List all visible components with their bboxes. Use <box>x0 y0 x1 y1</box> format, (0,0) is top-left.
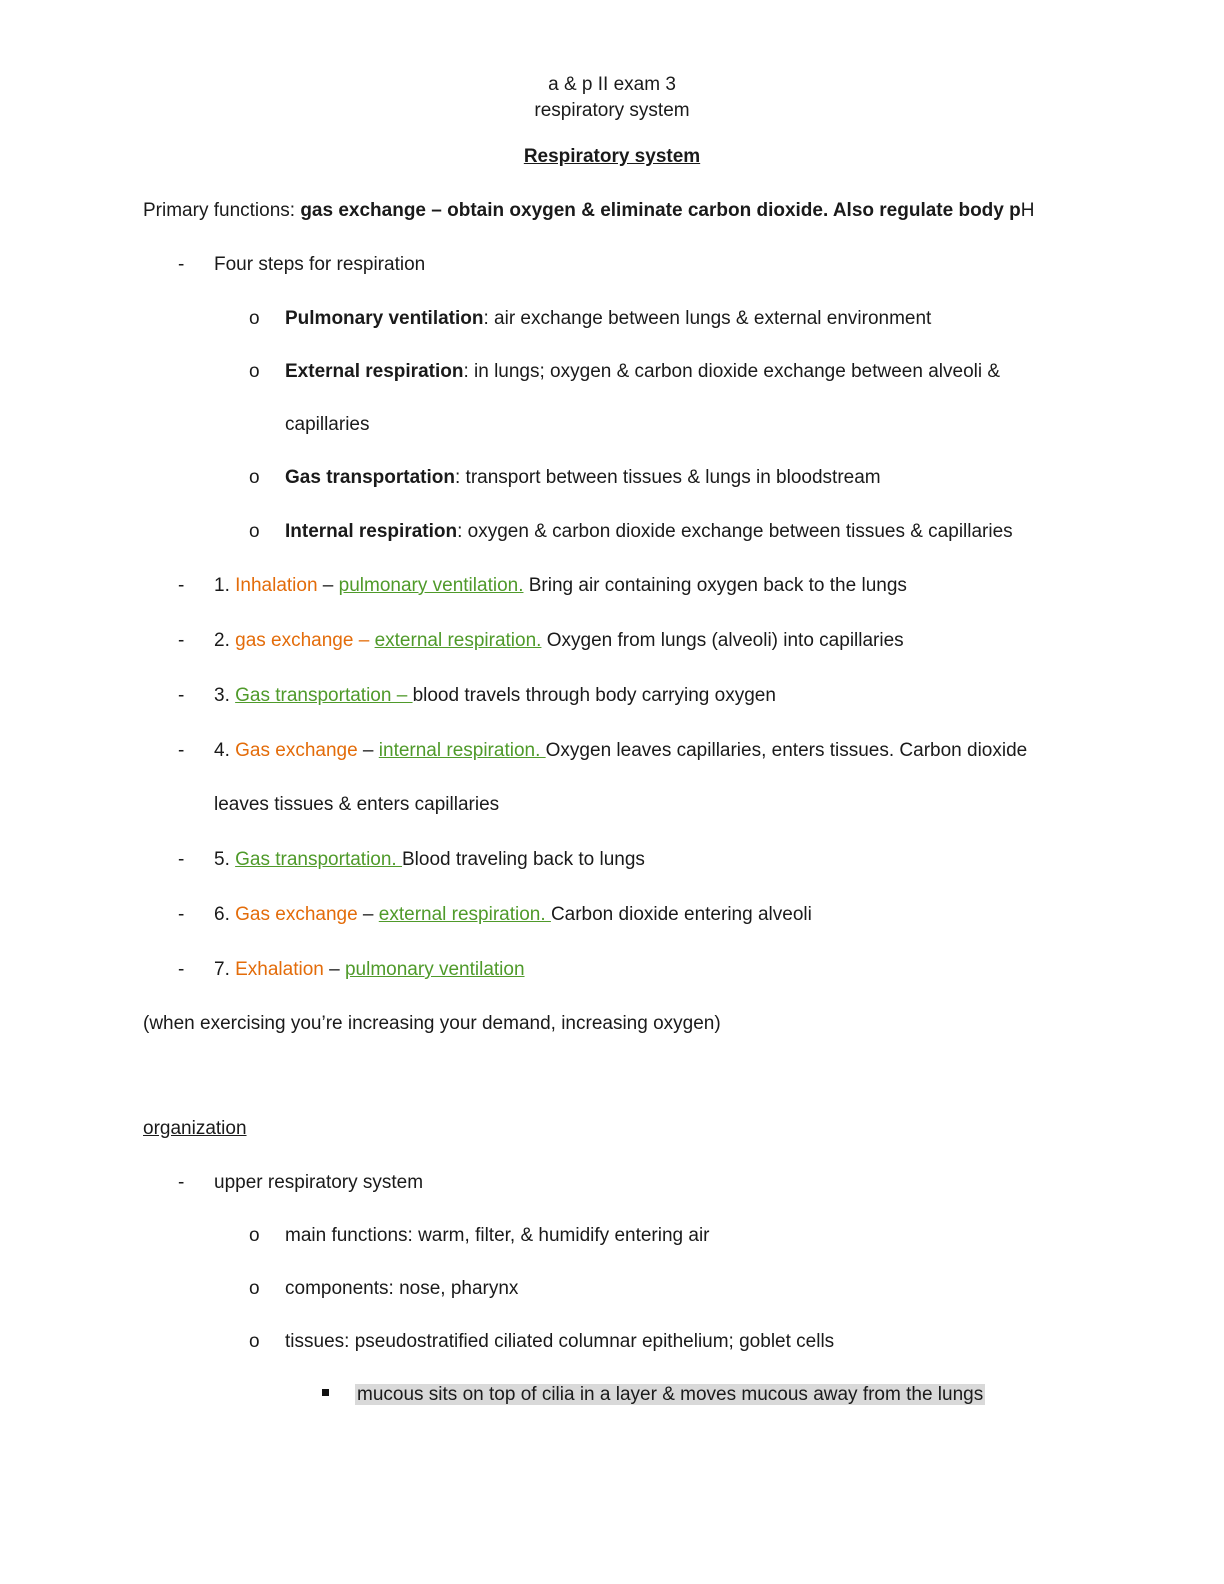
step-orange: Gas exchange <box>235 740 358 761</box>
step-number: 5. <box>214 849 236 870</box>
step-orange: Inhalation <box>235 575 318 596</box>
bullet-dash: - <box>178 575 185 596</box>
step-number: 7. <box>214 959 236 980</box>
four-steps-heading: Four steps for respiration <box>214 254 426 275</box>
step-3 <box>214 684 776 708</box>
step-orange: gas exchange – <box>235 630 370 651</box>
step-number: 4. <box>214 740 236 761</box>
step-rest: Carbon dioxide entering alveoli <box>550 904 812 925</box>
bullet-dash: - <box>178 1172 185 1193</box>
highlighted-note <box>355 1383 985 1407</box>
bullet-dash: - <box>178 685 185 706</box>
step-green: internal respiration. <box>378 740 546 761</box>
exercise-note: (when exercising you’re increasing your demand, increasing oxygen) <box>143 1013 721 1034</box>
step-green: external respiration. <box>374 630 542 651</box>
term-desc: : air exchange between lungs & external environment <box>483 308 932 329</box>
step-dash: – <box>317 575 339 596</box>
doc-header-topic: respiratory system <box>534 100 690 121</box>
term: Internal respiration <box>285 521 458 542</box>
step-number: 2. <box>214 630 236 651</box>
step-number: 1. <box>214 575 236 596</box>
bullet-circle: o <box>249 1225 260 1246</box>
step-orange: Gas exchange <box>235 904 358 925</box>
step-green: external respiration. <box>378 904 551 925</box>
bullet-dash: - <box>178 630 185 651</box>
upper-respiratory-heading: upper respiratory system <box>214 1172 424 1193</box>
step-green: Gas transportation – <box>235 685 413 706</box>
step-4 <box>214 739 1027 763</box>
bullet-circle: o <box>249 1331 260 1352</box>
square-bullet-icon <box>322 1389 329 1396</box>
list-item: main functions: warm, filter, & humidify entering air <box>285 1225 710 1246</box>
bullet-dash: - <box>178 849 185 870</box>
primary-functions <box>143 199 1034 223</box>
bullet-dash: - <box>178 254 185 275</box>
step-orange: Exhalation <box>235 959 324 980</box>
step-2 <box>214 629 904 653</box>
list-item <box>285 360 1000 384</box>
bullet-circle: o <box>249 1278 260 1299</box>
step-green: Gas transportation. <box>235 849 402 870</box>
bullet-circle: o <box>249 361 260 382</box>
term: External respiration <box>285 361 464 382</box>
list-item: components: nose, pharynx <box>285 1278 519 1299</box>
section-title: Respiratory system <box>523 146 701 167</box>
step-green: pulmonary ventilation <box>344 959 525 980</box>
step-6 <box>214 903 812 927</box>
list-item-continuation: capillaries <box>285 414 370 435</box>
step-rest: Oxygen from lungs (alveoli) into capillaries <box>541 630 904 651</box>
list-item <box>285 466 881 490</box>
term: Gas transportation <box>285 467 455 488</box>
step-dash: – <box>357 740 379 761</box>
step-number: 6. <box>214 904 236 925</box>
bullet-circle: o <box>249 521 260 542</box>
step-1 <box>214 574 907 598</box>
primary-functions-label: Primary functions: <box>143 200 301 221</box>
bullet-dash: - <box>178 740 185 761</box>
organization-heading: organization <box>143 1118 247 1139</box>
term-desc: : transport between tissues & lungs in bloodstream <box>454 467 881 488</box>
primary-functions-tail: H <box>1020 200 1035 221</box>
list-item: tissues: pseudostratified ciliated columnar epithelium; goblet cells <box>285 1331 835 1352</box>
step-dash: – <box>357 904 379 925</box>
bullet-dash: - <box>178 959 185 980</box>
list-item <box>285 520 1013 544</box>
list-item <box>285 307 931 331</box>
step-dash: – <box>323 959 345 980</box>
doc-header-course: a & p II exam 3 <box>548 74 676 95</box>
bullet-dash: - <box>178 904 185 925</box>
bullet-circle: o <box>249 308 260 329</box>
term-desc: : in lungs; oxygen & carbon dioxide exchange between alveoli & <box>463 361 1001 382</box>
step-rest: Oxygen leaves capillaries, enters tissues. Carbon dioxide <box>545 740 1028 761</box>
term-desc: : oxygen & carbon dioxide exchange between tissues & capillaries <box>457 521 1013 542</box>
step-5 <box>214 848 645 872</box>
step-4-continuation: leaves tissues & enters capillaries <box>214 794 500 815</box>
step-rest: blood travels through body carrying oxygen <box>412 685 776 706</box>
primary-functions-bold: gas exchange – obtain oxygen & eliminate carbon dioxide. Also regulate body p <box>300 200 1021 221</box>
step-rest: Bring air containing oxygen back to the lungs <box>523 575 907 596</box>
step-green: pulmonary ventilation. <box>338 575 524 596</box>
highlighted-text: mucous sits on top of cilia in a layer & moves mucous away from the lungs <box>357 1384 984 1405</box>
term: Pulmonary ventilation <box>285 308 484 329</box>
step-7 <box>214 958 525 982</box>
bullet-circle: o <box>249 467 260 488</box>
step-rest: Blood traveling back to lungs <box>402 849 645 870</box>
step-number: 3. <box>214 685 236 706</box>
